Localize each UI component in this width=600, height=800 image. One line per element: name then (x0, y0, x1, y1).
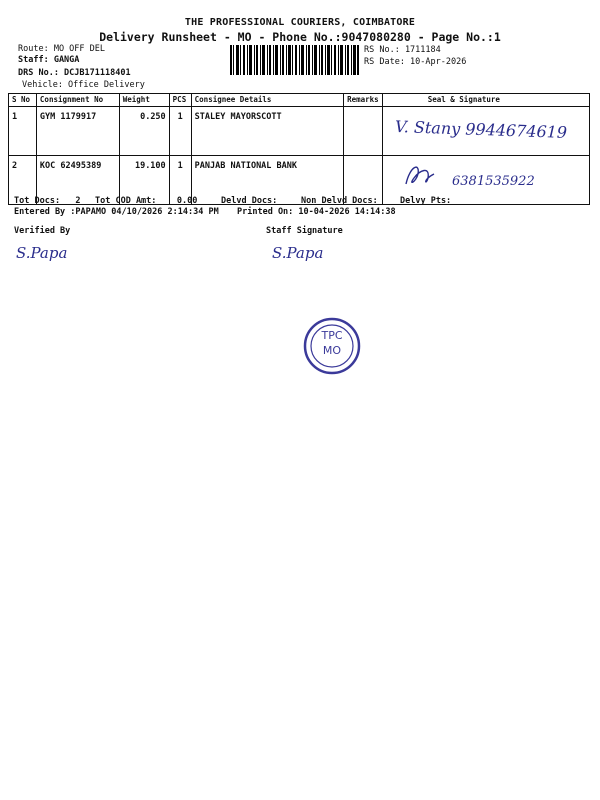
col-consignment: Consignment No (36, 94, 119, 107)
row-weight: 19.100 (119, 156, 169, 205)
delvy-pts: Delvy Pts: (400, 196, 452, 206)
signature-row-1: V. Stany 9944674619 (394, 117, 568, 142)
col-pcs: PCS (169, 94, 191, 107)
rs-number: RS No.: 1711184 (364, 45, 441, 55)
staff: Staff: GANGA (18, 55, 80, 65)
runsheet-title: Delivery Runsheet - MO - Phone No.:9047080280 - Page No.:1 (99, 30, 501, 44)
route: Route: MO OFF DEL (18, 44, 105, 54)
staff-signature-label: Staff Signature (266, 226, 343, 236)
row-pcs: 1 (169, 107, 191, 156)
entered-by: Entered By :PAPAMO 04/10/2026 2:14:34 PM (14, 207, 219, 217)
signature-row-2: 6381535922 (452, 174, 535, 189)
stamp-line-2: MO (322, 344, 342, 357)
barcode (230, 45, 360, 75)
row-pcs: 1 (169, 156, 191, 205)
tpc-stamp (302, 316, 362, 376)
row-remarks (344, 107, 383, 156)
staff-signature: S.Papa (272, 244, 324, 262)
tot-docs: Tot Docs: 2 (14, 196, 81, 206)
row-sno: 1 (9, 107, 37, 156)
vehicle: Vehicle: Office Delivery (22, 80, 145, 90)
row-consignment: KOC 62495389 (36, 156, 119, 205)
row-sno: 2 (9, 156, 37, 205)
col-weight: Weight (119, 94, 169, 107)
tot-cod: Tot COD Amt: 0.00 (95, 196, 198, 206)
col-sno: S No (9, 94, 37, 107)
col-consignee: Consignee Details (191, 94, 343, 107)
stamp-line-1: TPC (321, 329, 343, 342)
table-header-row (9, 94, 590, 107)
verified-signature: S.Papa (16, 244, 68, 262)
delvd-docs: Delvd Docs: (221, 196, 278, 206)
row-consignment: GYM 1179917 (36, 107, 119, 156)
row-consignee: STALEY MAYORSCOTT (191, 107, 343, 156)
printed-on: Printed On: 10-04-2026 14:14:38 (237, 207, 396, 217)
company-name: THE PROFESSIONAL COURIERS, COIMBATORE (184, 17, 416, 28)
verified-by-label: Verified By (14, 226, 71, 236)
col-remarks: Remarks (344, 94, 383, 107)
scribble-signature (400, 160, 440, 192)
drs-number: DRS No.: DCJB171118401 (18, 68, 131, 78)
non-delvd-docs: Non Delvd Docs: (301, 196, 378, 206)
row-consignee: PANJAB NATIONAL BANK (191, 156, 343, 205)
col-seal: Seal & Signature (382, 94, 589, 107)
row-weight: 0.250 (119, 107, 169, 156)
rs-date: RS Date: 10-Apr-2026 (364, 57, 467, 67)
